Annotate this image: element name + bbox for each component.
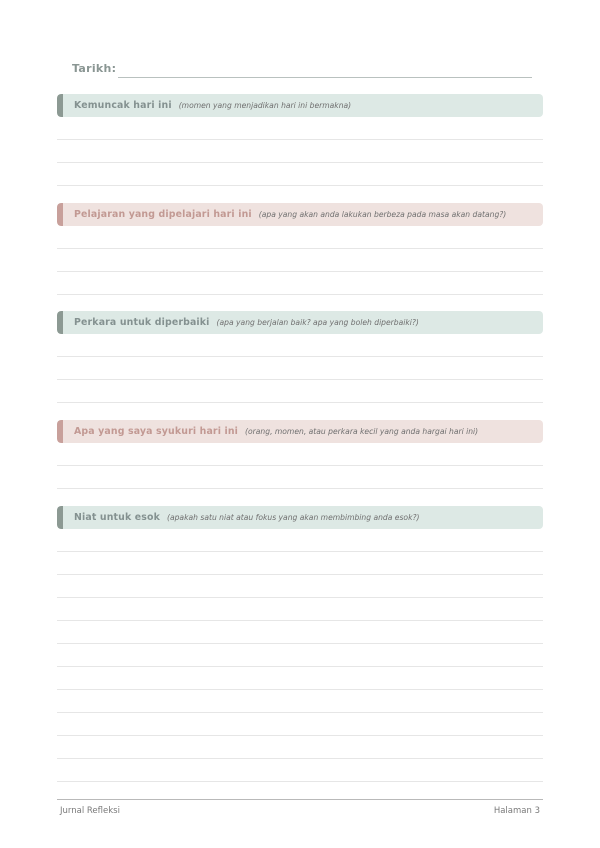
writing-line[interactable] (57, 466, 543, 489)
writing-line[interactable] (57, 357, 543, 380)
writing-line[interactable] (57, 380, 543, 403)
date-input-line[interactable] (118, 77, 532, 78)
writing-line[interactable] (57, 575, 543, 598)
writing-line[interactable] (57, 140, 543, 163)
writing-line[interactable] (57, 736, 543, 759)
section-hint: (orang, momen, atau perkara kecil yang anda hargai hari ini) (245, 427, 479, 436)
writing-lines[interactable] (57, 443, 543, 489)
writing-lines[interactable] (57, 226, 543, 295)
writing-line[interactable] (57, 713, 543, 736)
writing-lines[interactable] (57, 334, 543, 403)
footer-journal-title: Jurnal Refleksi (60, 806, 120, 816)
section-hint: (apa yang akan anda lakukan berbeza pada masa akan datang?) (258, 210, 507, 219)
section-title: Pelajaran yang dipelajari hari ini (74, 209, 252, 220)
section-lesson (57, 203, 543, 295)
section-hint: (apakah satu niat atau fokus yang akan membimbing anda esok?) (167, 513, 420, 522)
writing-line[interactable] (57, 334, 543, 357)
date-label: Tarikh: (72, 62, 117, 75)
section-intention (57, 506, 543, 782)
section-title: Perkara untuk diperbaiki (74, 317, 210, 328)
writing-line[interactable] (57, 552, 543, 575)
writing-line[interactable] (57, 598, 543, 621)
writing-line[interactable] (57, 249, 543, 272)
writing-line[interactable] (57, 759, 543, 782)
section-title: Apa yang saya syukuri hari ini (74, 426, 239, 437)
section-improve (57, 311, 543, 403)
date-row (72, 62, 532, 80)
section-title: Niat untuk esok (74, 512, 160, 523)
section-header (57, 420, 543, 443)
writing-line[interactable] (57, 529, 543, 552)
section-title: Kemuncak hari ini (74, 100, 172, 111)
section-highlight (57, 94, 543, 186)
writing-lines[interactable] (57, 529, 543, 782)
writing-line[interactable] (57, 443, 543, 466)
section-hint: (apa yang berjalan baik? apa yang boleh diperbaiki?) (216, 318, 419, 327)
section-header (57, 203, 543, 226)
writing-line[interactable] (57, 226, 543, 249)
writing-line[interactable] (57, 272, 543, 295)
writing-line[interactable] (57, 163, 543, 186)
writing-line[interactable] (57, 690, 543, 713)
writing-lines[interactable] (57, 117, 543, 186)
footer-page-number: Halaman 3 (493, 806, 540, 816)
section-header (57, 506, 543, 529)
section-header (57, 311, 543, 334)
footer-divider (57, 799, 543, 800)
writing-line[interactable] (57, 117, 543, 140)
writing-line[interactable] (57, 644, 543, 667)
writing-line[interactable] (57, 621, 543, 644)
section-hint: (momen yang menjadikan hari ini bermakna) (178, 101, 352, 110)
section-header (57, 94, 543, 117)
section-gratitude (57, 420, 543, 489)
writing-line[interactable] (57, 667, 543, 690)
